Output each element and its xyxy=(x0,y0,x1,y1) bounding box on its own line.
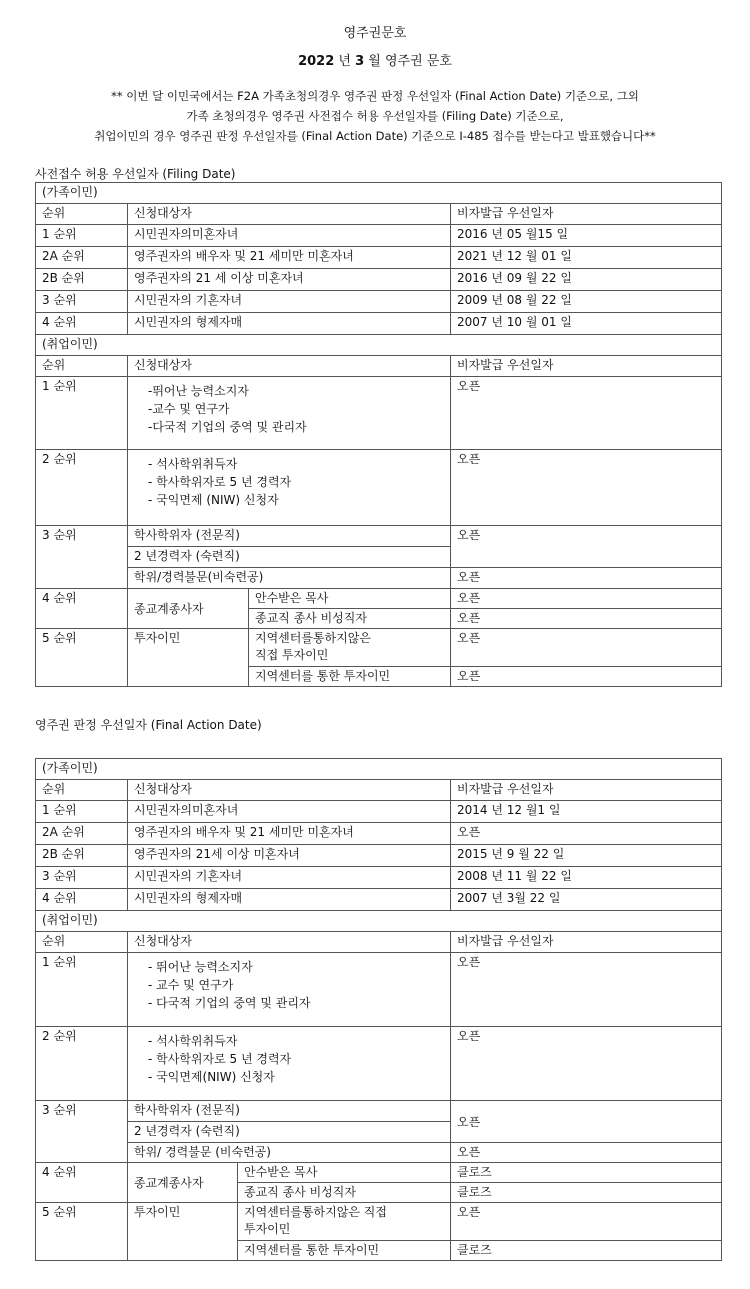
applicant-cell: 2 년경력자 (숙련직) xyxy=(128,547,451,568)
family-section-header: (가족이민) xyxy=(36,183,722,204)
table-row xyxy=(36,1101,722,1122)
status-cell: 오픈 xyxy=(451,953,722,1027)
date-cell: 2008 년 11 월 22 일 xyxy=(451,867,722,889)
employment-section-header: (취업이민) xyxy=(36,911,722,932)
column-header-date: 비자발급 우선일자 xyxy=(451,356,722,377)
list-item: - 교수 및 연구가 xyxy=(148,978,234,992)
date-cell: 2021 년 12 월 01 일 xyxy=(451,247,722,269)
applicant-cell: 학사학위자 (전문직) xyxy=(128,1101,451,1122)
table-row xyxy=(36,845,722,867)
applicant-cell xyxy=(128,450,451,526)
column-header-applicant: 신청대상자 xyxy=(128,780,451,801)
table-row xyxy=(36,629,722,667)
rank-cell: 1 순위 xyxy=(36,953,128,1027)
column-header-applicant: 신청대상자 xyxy=(128,932,451,953)
column-header-applicant: 신청대상자 xyxy=(128,204,451,225)
table-row xyxy=(36,313,722,335)
rank-cell: 5 순위 xyxy=(36,629,128,687)
applicant-cell: 안수받은 목사 xyxy=(238,1163,451,1183)
table-row xyxy=(36,377,722,450)
filing-section-title: 사전접수 허용 우선일자 (Filing Date) xyxy=(35,167,236,181)
applicant-cell: 시민권자의 기혼자녀 xyxy=(128,867,451,889)
family-section-header: (가족이민) xyxy=(36,759,722,780)
rank-cell: 2B 순위 xyxy=(36,269,128,291)
intro-line-2: 가족 초청의경우 영주권 사전접수 허용 우선일자를 (Filing Date) 기준으로, xyxy=(186,109,564,123)
subtitle-month: 3 xyxy=(355,54,365,69)
rank-cell: 2B 순위 xyxy=(36,845,128,867)
date-cell: 2016 년 05 월15 일 xyxy=(451,225,722,247)
filing-date-table xyxy=(35,182,722,687)
status-cell: 오픈 xyxy=(451,589,722,609)
applicant-cell: 학위/경력불문(비숙련공) xyxy=(128,568,451,589)
applicant-cell: 시민권자의 형제자매 xyxy=(128,889,451,911)
status-cell: 오픈 xyxy=(451,1203,722,1241)
rank-cell: 3 순위 xyxy=(36,291,128,313)
list-item: - 학사학위자로 5 년 경력자 xyxy=(148,475,292,489)
status-cell: 오픈 xyxy=(451,609,722,629)
table-row xyxy=(36,801,722,823)
subtitle-year-word: 년 xyxy=(338,54,351,69)
list-item: - 다국적 기업의 중역 및 관리자 xyxy=(148,996,311,1010)
status-cell: 클로즈 xyxy=(451,1163,722,1183)
column-header-rank: 순위 xyxy=(36,204,128,225)
column-header-date: 비자발급 우선일자 xyxy=(451,932,722,953)
list-item: -뛰어난 능력소지자 xyxy=(148,384,249,398)
status-cell: 오픈 xyxy=(451,377,722,450)
applicant-cell: 시민권자의미혼자녀 xyxy=(128,225,451,247)
document-title: 영주권문호 xyxy=(343,26,407,41)
table-row xyxy=(36,1163,722,1183)
status-cell: 클로즈 xyxy=(451,1183,722,1203)
document-subtitle xyxy=(0,50,750,69)
rank-cell: 5 순위 xyxy=(36,1203,128,1261)
rank-cell: 4 순위 xyxy=(36,589,128,629)
applicant-cell: 2 년경력자 (숙련직) xyxy=(128,1122,451,1143)
status-cell: 클로즈 xyxy=(451,1241,722,1261)
column-header-applicant: 신청대상자 xyxy=(128,356,451,377)
table-row xyxy=(36,247,722,269)
subtitle-rest: 월 영주권 문호 xyxy=(368,54,452,69)
rank-cell: 1 순위 xyxy=(36,377,128,450)
applicant-cell: 종교직 종사 비성직자 xyxy=(238,1183,451,1203)
applicant-cell: 지역센터를 통한 투자이민 xyxy=(238,1241,451,1261)
rank-cell: 1 순위 xyxy=(36,801,128,823)
date-cell: 2009 년 08 월 22 일 xyxy=(451,291,722,313)
applicant-cell xyxy=(128,953,451,1027)
list-item: -교수 및 연구가 xyxy=(148,402,230,416)
date-cell: 오픈 xyxy=(451,823,722,845)
status-cell: 오픈 xyxy=(451,1101,722,1143)
applicant-cell: 영주권자의 21 세 이상 미혼자녀 xyxy=(128,269,451,291)
status-cell: 오픈 xyxy=(451,568,722,589)
table-row xyxy=(36,1027,722,1101)
list-item: - 학사학위자로 5 년 경력자 xyxy=(148,1052,292,1066)
date-cell: 2007 년 10 월 01 일 xyxy=(451,313,722,335)
rank-cell: 4 순위 xyxy=(36,1163,128,1203)
list-item: - 뛰어난 능력소지자 xyxy=(148,960,253,974)
applicant-cell: 영주권자의 배우자 및 21 세미만 미혼자녀 xyxy=(128,247,451,269)
rank-cell: 3 순위 xyxy=(36,1101,128,1163)
applicant-line: 지역센터를통하지않은 직접 xyxy=(244,1205,387,1219)
status-cell: 오픈 xyxy=(451,1027,722,1101)
date-cell: 2014 년 12 월1 일 xyxy=(451,801,722,823)
column-header-date: 비자발급 우선일자 xyxy=(451,204,722,225)
applicant-cell: 학사학위자 (전문직) xyxy=(128,526,451,547)
applicant-cell: 영주권자의 21세 이상 미혼자녀 xyxy=(128,845,451,867)
table-row xyxy=(36,867,722,889)
table-row xyxy=(36,450,722,526)
category-cell: 종교계종사자 xyxy=(128,589,249,629)
table-row xyxy=(36,1143,722,1163)
date-cell: 2007 년 3월 22 일 xyxy=(451,889,722,911)
applicant-cell: 종교직 종사 비성직자 xyxy=(249,609,451,629)
rank-cell: 4 순위 xyxy=(36,889,128,911)
table-row xyxy=(36,291,722,313)
column-header-rank: 순위 xyxy=(36,356,128,377)
intro-line-3: 취업이민의 경우 영주권 판정 우선일자를 (Final Action Date) 기준으로 I-485 접수를 받는다고 발표했습니다** xyxy=(94,129,656,143)
rank-cell: 1 순위 xyxy=(36,225,128,247)
table-row xyxy=(36,526,722,547)
employment-section-header: (취업이민) xyxy=(36,335,722,356)
applicant-cell: 시민권자의 기혼자녀 xyxy=(128,291,451,313)
table-row xyxy=(36,568,722,589)
table-row xyxy=(36,953,722,1027)
applicant-cell xyxy=(128,377,451,450)
status-cell: 오픈 xyxy=(451,629,722,667)
status-cell: 오픈 xyxy=(451,667,722,687)
category-cell: 투자이민 xyxy=(128,1203,238,1261)
table-row xyxy=(36,823,722,845)
rank-cell: 3 순위 xyxy=(36,526,128,589)
final-section-title: 영주권 판정 우선일자 (Final Action Date) xyxy=(35,718,262,732)
table-row xyxy=(36,225,722,247)
applicant-cell: 지역센터를 통한 투자이민 xyxy=(249,667,451,687)
rank-cell: 2 순위 xyxy=(36,450,128,526)
applicant-cell xyxy=(249,629,451,667)
list-item: -다국적 기업의 중역 및 관리자 xyxy=(148,420,307,434)
rank-cell: 2A 순위 xyxy=(36,823,128,845)
applicant-line: 직접 투자이민 xyxy=(255,648,329,662)
applicant-line: 지역센터를통하지않은 xyxy=(255,631,371,645)
list-item: - 국익면제 (NIW) 신청자 xyxy=(148,493,279,507)
column-header-rank: 순위 xyxy=(36,932,128,953)
rank-cell: 4 순위 xyxy=(36,313,128,335)
subtitle-year: 2022 xyxy=(298,54,335,69)
applicant-cell: 시민권자의 형제자매 xyxy=(128,313,451,335)
applicant-cell xyxy=(238,1203,451,1241)
list-item: - 국익면제(NIW) 신청자 xyxy=(148,1070,275,1084)
column-header-rank: 순위 xyxy=(36,780,128,801)
final-action-date-table xyxy=(35,758,722,1261)
table-row xyxy=(36,269,722,291)
table-row xyxy=(36,589,722,609)
rank-cell: 2 순위 xyxy=(36,1027,128,1101)
intro-line-1: ** 이번 달 이민국에서는 F2A 가족초청의경우 영주권 판정 우선일자 (Final Action Date) 기준으로, 그외 xyxy=(111,89,639,103)
rank-cell: 3 순위 xyxy=(36,867,128,889)
applicant-line: 투자이민 xyxy=(244,1222,291,1236)
table-row xyxy=(36,1203,722,1241)
list-item: - 석사학위취득자 xyxy=(148,457,238,471)
applicant-cell xyxy=(128,1027,451,1101)
rank-cell: 2A 순위 xyxy=(36,247,128,269)
table-row xyxy=(36,889,722,911)
category-cell: 투자이민 xyxy=(128,629,249,687)
applicant-cell: 학위/ 경력불문 (비숙련공) xyxy=(128,1143,451,1163)
applicant-cell: 시민권자의미혼자녀 xyxy=(128,801,451,823)
applicant-cell: 안수받은 목사 xyxy=(249,589,451,609)
list-item: - 석사학위취득자 xyxy=(148,1034,238,1048)
status-cell: 오픈 xyxy=(451,450,722,526)
category-cell: 종교계종사자 xyxy=(128,1163,238,1203)
column-header-date: 비자발급 우선일자 xyxy=(451,780,722,801)
status-cell: 오픈 xyxy=(451,526,722,568)
date-cell: 2015 년 9 월 22 일 xyxy=(451,845,722,867)
applicant-cell: 영주권자의 배우자 및 21 세미만 미혼자녀 xyxy=(128,823,451,845)
date-cell: 2016 년 09 월 22 일 xyxy=(451,269,722,291)
status-cell: 오픈 xyxy=(451,1143,722,1163)
